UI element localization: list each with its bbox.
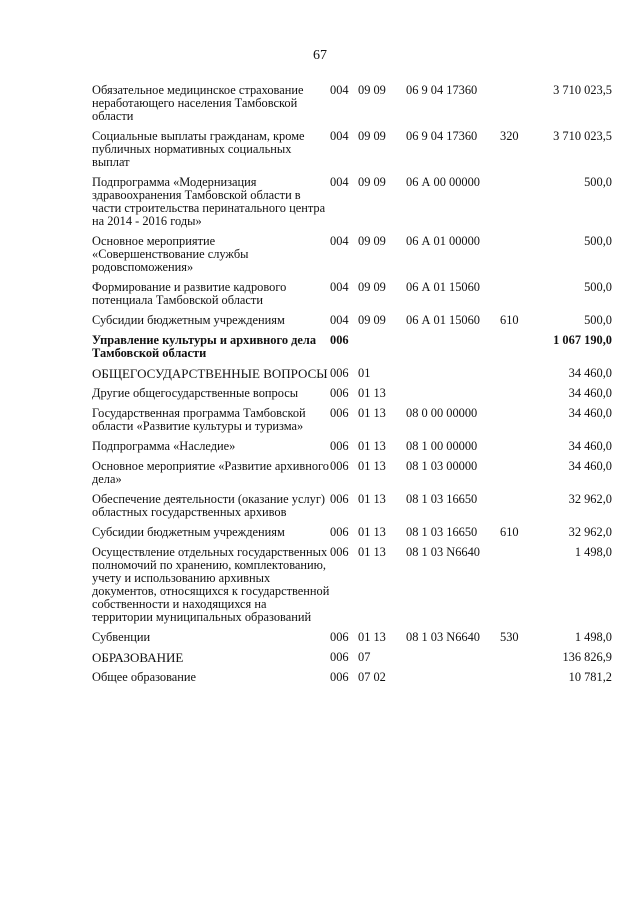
row-name: ОБЩЕГОСУДАРСТВЕННЫЕ ВОПРОСЫ — [92, 366, 328, 381]
row-rz: 01 13 — [358, 630, 386, 644]
row-vr — [500, 460, 530, 493]
row-rz: 09 09 — [358, 129, 386, 143]
table-row — [92, 281, 612, 314]
row-cs: 08 1 00 00000 — [406, 439, 478, 453]
table-row — [92, 387, 612, 407]
row-cs — [406, 671, 500, 691]
row-name: Обязательное медицинское страхование неработающего населения Тамбовской области — [92, 83, 304, 123]
row-gr: 004 — [330, 129, 349, 143]
table-row — [92, 546, 612, 631]
page-number: 67 — [313, 48, 327, 63]
row-sum: 10 781,2 — [568, 670, 612, 684]
row-vr — [500, 546, 530, 631]
row-vr — [500, 651, 530, 671]
budget-table — [92, 84, 612, 691]
row-rz: 09 09 — [358, 313, 386, 327]
row-cs: 06 А 01 15060 — [406, 313, 480, 327]
row-gr: 006 — [330, 333, 349, 347]
row-rz — [358, 334, 406, 367]
row-gr: 004 — [330, 83, 349, 97]
row-name: Государственная программа Тамбовской области «Развитие культуры и туризма» — [92, 406, 306, 433]
row-rz: 01 13 — [358, 386, 386, 400]
row-cs: 06 А 01 15060 — [406, 280, 480, 294]
row-gr: 006 — [330, 386, 349, 400]
row-gr: 006 — [330, 406, 349, 420]
row-sum: 34 460,0 — [568, 386, 612, 400]
row-cs: 06 А 00 00000 — [406, 175, 480, 189]
row-name: ОБРАЗОВАНИЕ — [92, 650, 184, 665]
row-name: Общее образование — [92, 670, 197, 684]
row-vr — [500, 387, 530, 407]
row-sum: 1 498,0 — [574, 545, 612, 559]
row-name: Осуществление отдельных государственных полномочий по хранению, комплектованию, учету и использованию архивных документов, относящихся к государственной собственности и находящихся на территории муниципальных образований — [92, 545, 330, 624]
row-name: Субсидии бюджетным учреждениям — [92, 313, 285, 327]
row-vr: 610 — [500, 313, 519, 327]
row-sum: 136 826,9 — [562, 650, 612, 664]
row-rz: 01 13 — [358, 406, 386, 420]
row-vr — [500, 84, 530, 130]
row-vr — [500, 407, 530, 440]
table-row — [92, 235, 612, 281]
row-gr: 006 — [330, 492, 349, 506]
row-sum: 1 067 190,0 — [553, 333, 612, 347]
row-vr — [500, 334, 530, 367]
row-gr: 004 — [330, 234, 349, 248]
row-rz: 09 09 — [358, 83, 386, 97]
row-sum: 500,0 — [584, 234, 612, 248]
row-name: Формирование и развитие кадрового потенциала Тамбовской области — [92, 280, 287, 307]
row-vr: 530 — [500, 630, 519, 644]
row-vr — [500, 367, 530, 387]
row-gr: 006 — [330, 459, 349, 473]
row-name: Управление культуры и архивного дела Тамбовской области — [92, 333, 317, 360]
row-name: Субсидии бюджетным учреждениям — [92, 525, 285, 539]
row-cs: 08 1 03 N6640 — [406, 545, 480, 559]
table-row — [92, 440, 612, 460]
row-gr: 006 — [330, 366, 349, 380]
row-sum: 3 710 023,5 — [553, 83, 612, 97]
row-sum: 500,0 — [584, 175, 612, 189]
row-rz: 01 13 — [358, 492, 386, 506]
table-row — [92, 314, 612, 334]
table-row — [92, 651, 612, 671]
row-rz: 01 — [358, 366, 371, 380]
table-row — [92, 671, 612, 691]
row-name: Подпрограмма «Наследие» — [92, 439, 236, 453]
row-sum: 34 460,0 — [568, 439, 612, 453]
row-gr: 006 — [330, 545, 349, 559]
row-sum: 34 460,0 — [568, 459, 612, 473]
row-cs — [406, 651, 500, 671]
table-row — [92, 460, 612, 493]
row-sum: 32 962,0 — [568, 525, 612, 539]
row-sum: 1 498,0 — [574, 630, 612, 644]
table-row — [92, 334, 612, 367]
row-vr — [500, 671, 530, 691]
row-gr: 006 — [330, 525, 349, 539]
table-row — [92, 367, 612, 387]
row-cs: 08 1 03 16650 — [406, 492, 478, 506]
row-cs: 06 А 01 00000 — [406, 234, 480, 248]
row-sum: 500,0 — [584, 313, 612, 327]
table-row — [92, 407, 612, 440]
row-sum: 32 962,0 — [568, 492, 612, 506]
row-sum: 34 460,0 — [568, 406, 612, 420]
row-vr — [500, 176, 530, 235]
row-cs: 08 1 03 16650 — [406, 525, 478, 539]
row-cs: 06 9 04 17360 — [406, 129, 478, 143]
row-gr: 006 — [330, 439, 349, 453]
row-rz: 01 13 — [358, 525, 386, 539]
row-name: Обеспечение деятельности (оказание услуг) областных государственных архивов — [92, 492, 326, 519]
row-rz: 07 — [358, 650, 371, 664]
row-name: Основное мероприятие «Развитие архивного дела» — [92, 459, 330, 486]
row-sum: 34 460,0 — [568, 366, 612, 380]
table-row — [92, 130, 612, 176]
row-gr: 004 — [330, 280, 349, 294]
row-rz: 09 09 — [358, 175, 386, 189]
row-vr: 610 — [500, 525, 519, 539]
row-rz: 01 13 — [358, 459, 386, 473]
row-rz: 01 13 — [358, 545, 386, 559]
table-row — [92, 631, 612, 651]
row-cs: 08 1 03 N6640 — [406, 630, 480, 644]
row-vr — [500, 281, 530, 314]
row-gr: 006 — [330, 650, 349, 664]
table-row — [92, 84, 612, 130]
row-vr — [500, 235, 530, 281]
row-rz: 01 13 — [358, 439, 386, 453]
row-name: Субвенции — [92, 630, 151, 644]
row-sum: 500,0 — [584, 280, 612, 294]
row-name: Социальные выплаты гражданам, кроме публичных нормативных социальных выплат — [92, 129, 305, 169]
row-gr: 004 — [330, 313, 349, 327]
row-cs — [406, 367, 500, 387]
row-cs: 06 9 04 17360 — [406, 83, 478, 97]
table-row — [92, 526, 612, 546]
row-vr — [500, 493, 530, 526]
row-gr: 004 — [330, 175, 349, 189]
row-name: Другие общегосударственные вопросы — [92, 386, 299, 400]
row-rz: 07 02 — [358, 670, 386, 684]
row-name: Подпрограмма «Модернизация здравоохранения Тамбовской области в части строительства перинатального центра на 2014 - 2016 годы» — [92, 175, 326, 228]
row-cs — [406, 334, 500, 367]
row-cs — [406, 387, 500, 407]
row-sum: 3 710 023,5 — [553, 129, 612, 143]
row-gr: 006 — [330, 670, 349, 684]
row-rz: 09 09 — [358, 280, 386, 294]
row-vr: 320 — [500, 129, 519, 143]
row-gr: 006 — [330, 630, 349, 644]
row-rz: 09 09 — [358, 234, 386, 248]
row-name: Основное мероприятие «Совершенствование службы родовспоможения» — [92, 234, 249, 274]
row-cs: 08 1 03 00000 — [406, 459, 478, 473]
table-row — [92, 493, 612, 526]
row-vr — [500, 440, 530, 460]
table-row — [92, 176, 612, 235]
row-cs: 08 0 00 00000 — [406, 406, 478, 420]
